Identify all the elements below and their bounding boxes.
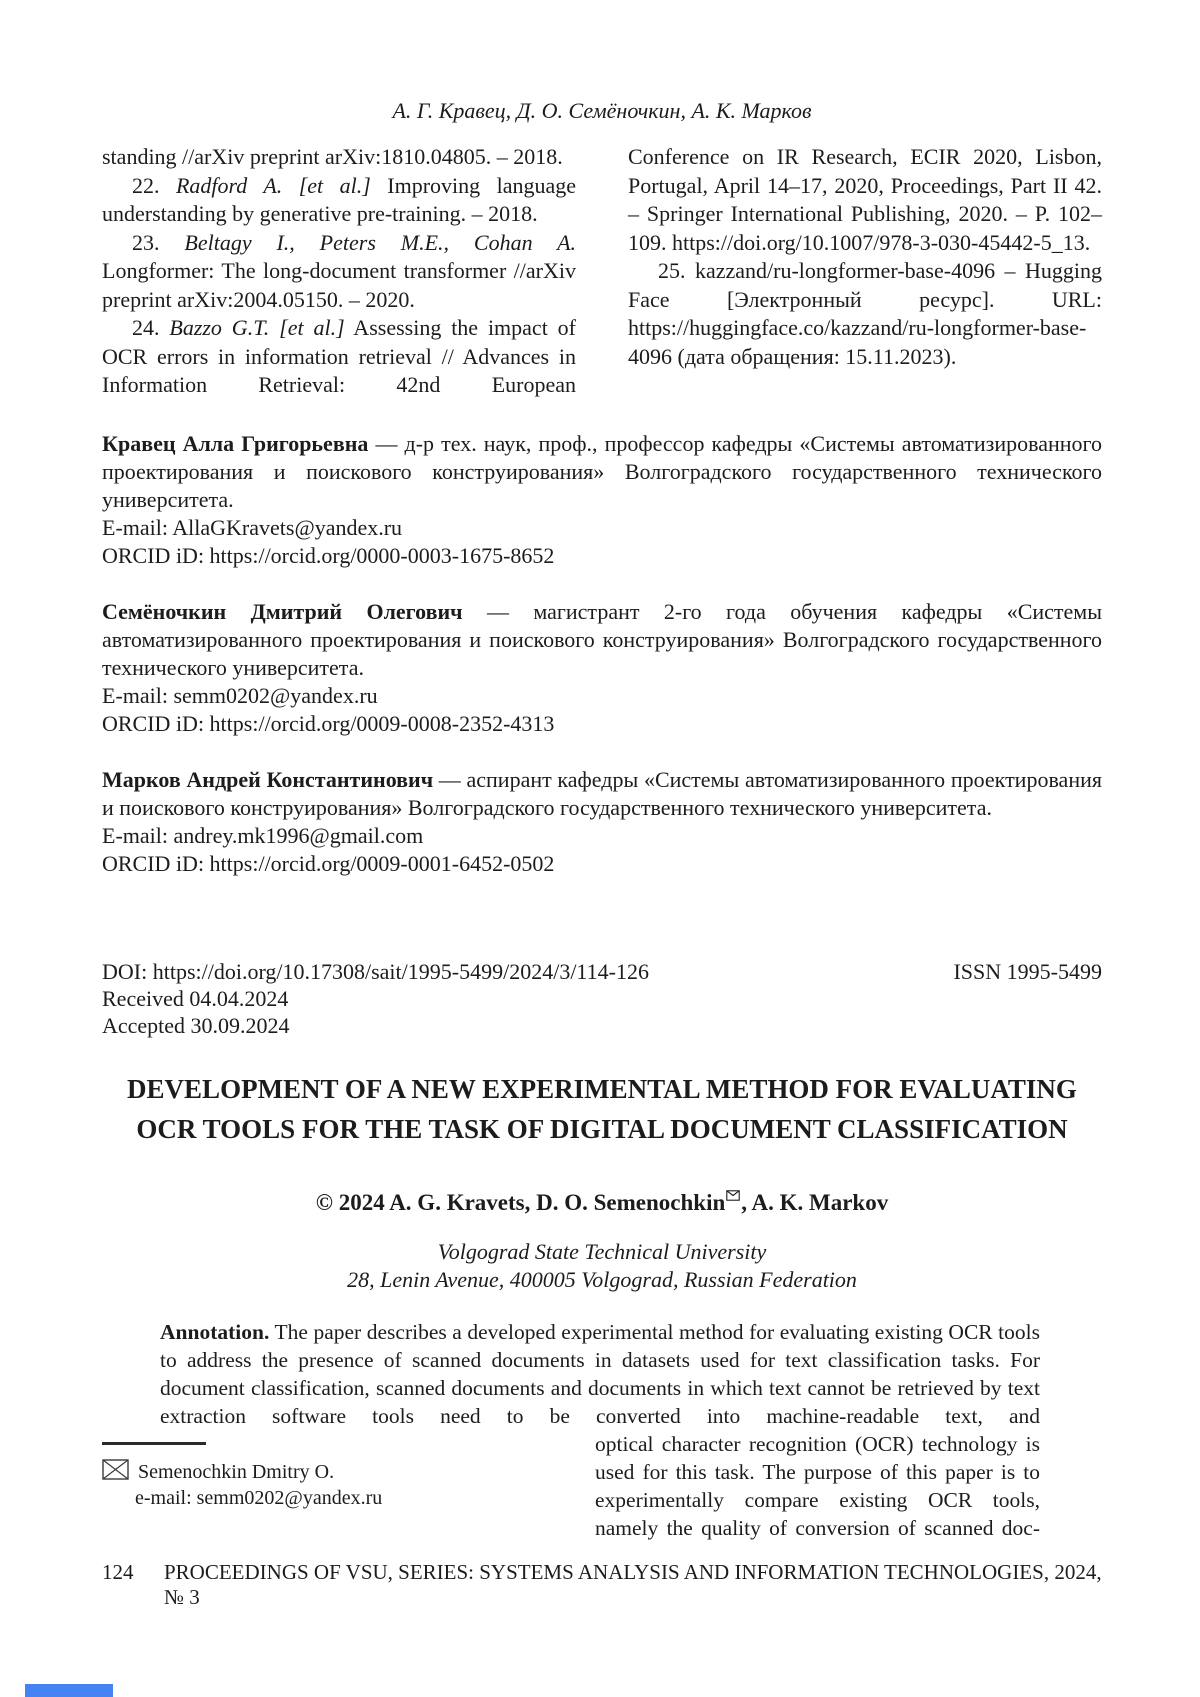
copyright-line bbox=[102, 1189, 1102, 1216]
article-title-line2: OCR TOOLS FOR THE TASK OF DIGITAL DOCUMENT CLASSIFICATION bbox=[136, 1113, 1068, 1144]
reference-entry bbox=[102, 314, 576, 400]
author-description: — аспирант кафедры «Системы автоматизированного проектирования и поискового конструирования» Волгоградского государственного технического университета. bbox=[102, 766, 1102, 820]
references-section bbox=[102, 143, 1102, 400]
author-bio bbox=[102, 430, 1102, 570]
author-bio bbox=[102, 766, 1102, 878]
annotation-section bbox=[135, 1318, 1040, 1542]
reference-text: 24. bbox=[132, 315, 170, 340]
corresponding-author-name: Semenochkin Dmitry O. bbox=[138, 1460, 335, 1483]
reference-entry bbox=[102, 143, 576, 172]
author-orcid: ORCID iD: https://orcid.org/0009-0001-6452-0502 bbox=[102, 850, 555, 876]
page-footer bbox=[102, 1560, 1102, 1610]
reference-authors: Radford A. [et al.] bbox=[175, 172, 371, 198]
doi-text: DOI: https://doi.org/10.17308/sait/1995-5499/2024/3/114-126 bbox=[102, 958, 649, 984]
reference-text: Conference on IR Research, ECIR 2020, Lisbon, Portugal, April 14–17, 2020, Proceedings, Part II 42. – Springer International Publishing, 2020. – P. 102–109. https://doi.org/10.1007/978-3-030-45442-5_13. bbox=[628, 144, 1102, 255]
reference-text: Longformer: The long-document transformer //arXiv preprint arXiv:2004.05150. – 2020. bbox=[102, 258, 576, 312]
article-title bbox=[102, 1069, 1102, 1149]
author-name: Кравец Алла Григорьевна bbox=[102, 430, 369, 456]
author-orcid: ORCID iD: https://orcid.org/0000-0003-1675-8652 bbox=[102, 542, 555, 568]
reference-text: standing //arXiv preprint arXiv:1810.04805. – 2018. bbox=[102, 144, 563, 169]
author-email: E-mail: andrey.mk1996@gmail.com bbox=[102, 822, 424, 848]
references-column-left bbox=[102, 143, 576, 400]
annotation-label: Annotation. bbox=[160, 1319, 270, 1344]
blue-artifact-bar bbox=[25, 1684, 113, 1697]
running-head-authors: А. Г. Кравец, Д. О. Семёночкин, А. К. Марков bbox=[392, 98, 812, 123]
annotation-paragraph bbox=[160, 1318, 1040, 1430]
author-name: Семёночкин Дмитрий Олегович bbox=[102, 598, 463, 624]
author-description: — магистрант 2-го года обучения кафедры «Системы автоматизированного проектирования и поискового конструирования» Волгоградского государственного технического университета. bbox=[102, 598, 1103, 680]
author-bio-text bbox=[102, 766, 1102, 822]
reference-authors: Beltagy I., Peters M.E., Cohan A. bbox=[184, 229, 577, 255]
affiliation-university: Volgograd State Technical University bbox=[437, 1238, 767, 1264]
corresponding-author-footnote bbox=[102, 1430, 537, 1542]
reference-text: 25. kazzand/ru-longformer-base-4096 – Hugging Face [Электронный ресурс]. URL: https://huggingface.co/kazzand/ru-longformer-base-4096 (дата обращения: 15.11.2023). bbox=[628, 258, 1102, 369]
copyright-prefix: © 2024 A. G. Kravets, D. O. Semenochkin bbox=[315, 1189, 726, 1215]
footnote-rule bbox=[102, 1442, 206, 1445]
reference-text: 23. bbox=[132, 229, 185, 255]
reference-entry bbox=[628, 257, 1102, 371]
envelope-icon bbox=[726, 1190, 740, 1201]
affiliation bbox=[102, 1238, 1102, 1294]
author-bio-text bbox=[102, 598, 1102, 682]
reference-text: Improving language understanding by generative pre-training. – 2018. bbox=[102, 172, 576, 226]
reference-authors: Bazzo G.T. [et al.] bbox=[169, 315, 345, 340]
reference-entry bbox=[628, 143, 1102, 257]
author-orcid: ORCID iD: https://orcid.org/0009-0008-2352-4313 bbox=[102, 710, 555, 736]
journal-title-footer: PROCEEDINGS OF VSU, SERIES: SYSTEMS ANALYSIS AND INFORMATION TECHNOLOGIES, 2024, № 3 bbox=[164, 1559, 1102, 1609]
affiliation-address: 28, Lenin Avenue, 400005 Volgograd, Russian Federation bbox=[347, 1266, 857, 1292]
article-title-line1: DEVELOPMENT OF A NEW EXPERIMENTAL METHOD FOR EVALUATING bbox=[127, 1073, 1077, 1104]
reference-entry bbox=[102, 229, 576, 315]
page-number: 124 bbox=[102, 1559, 134, 1584]
reference-text: 22. bbox=[132, 172, 176, 198]
issn-text: ISSN 1995-5499 bbox=[953, 958, 1102, 984]
author-email: E-mail: AllaGKravets@yandex.ru bbox=[102, 514, 403, 540]
annotation-text-part2: optical character recognition (OCR) technology is used for this task. The purpose of this paper is to experimentally compare existing OCR tools, namely the quality of conversion of scanned doc- bbox=[595, 1431, 1040, 1540]
references-column-right bbox=[628, 143, 1102, 400]
article-meta-block bbox=[102, 958, 1102, 1039]
author-email: E-mail: semm0202@yandex.ru bbox=[102, 682, 378, 708]
accepted-date: Accepted 30.09.2024 bbox=[102, 1012, 290, 1038]
author-bio-text bbox=[102, 430, 1102, 514]
author-description: — д-р тех. наук, проф., профессор кафедры «Системы автоматизированного проектирования и поискового конструирования» Волгоградского государственного технического университета. bbox=[102, 430, 1102, 512]
copyright-suffix: , A. K. Markov bbox=[741, 1189, 889, 1215]
annotation-text-part1: The paper describes a developed experimental method for evaluating existing OCR tools to address the presence of scanned documents in datasets used for text classification tasks. For document classification, scanned documents and documents in which text cannot be retrieved by text extraction software tools need to be converted into machine-readable text, and bbox=[160, 1319, 1040, 1428]
author-name: Марков Андрей Константинович bbox=[102, 766, 434, 792]
reference-entry bbox=[102, 172, 576, 229]
received-date: Received 04.04.2024 bbox=[102, 985, 289, 1011]
reference-text: Assessing the impact of OCR errors in information retrieval // Advances in Information Retrieval: 42nd European bbox=[102, 315, 576, 397]
author-bio bbox=[102, 598, 1102, 738]
corresponding-author-email: e-mail: semm0202@yandex.ru bbox=[135, 1486, 383, 1509]
author-bios-section bbox=[102, 430, 1102, 878]
envelope-icon bbox=[102, 1459, 129, 1480]
